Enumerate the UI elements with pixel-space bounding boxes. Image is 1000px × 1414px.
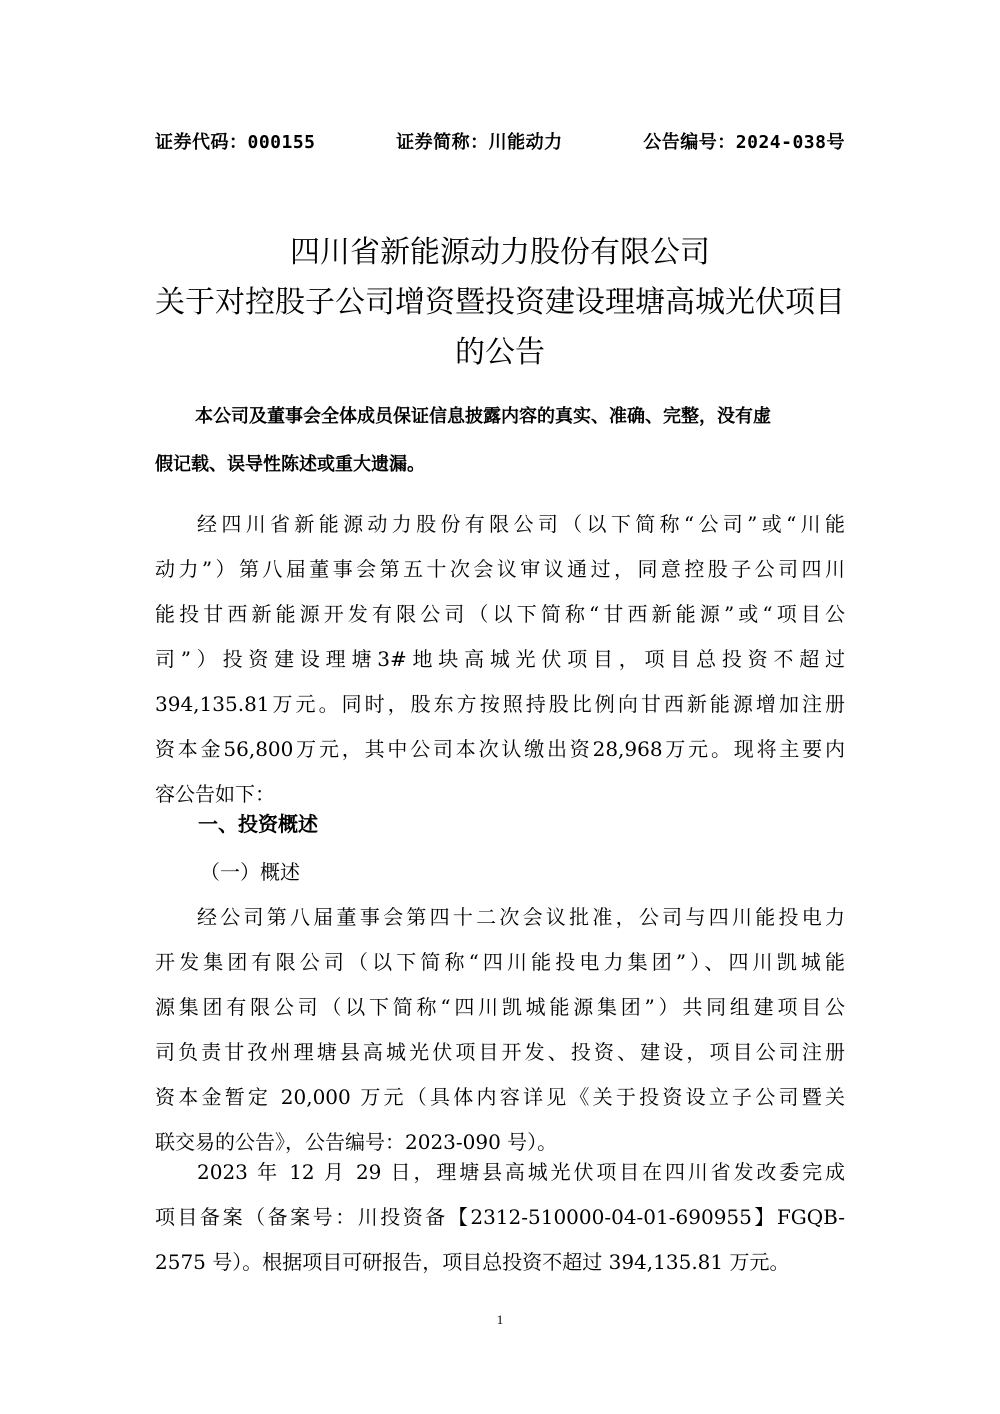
paragraph-line: 2023 年 12 月 29 日，理塘县高城光伏项目在四川省发改委完成: [197, 1160, 845, 1184]
paragraph-line: 容公告如下：: [155, 782, 275, 806]
pledge-line-2: 假记载、误导性陈述或重大遗漏。: [155, 454, 425, 475]
paragraph-line: 经公司第八届董事会第四十二次会议批准，公司与四川能投电力: [197, 905, 845, 929]
filing-paragraph: [155, 1150, 845, 1285]
paragraph-line: 开发集团有限公司（以下简称“四川能投电力集团”）、四川凯城能: [155, 950, 845, 974]
announcement-header: [155, 128, 845, 154]
intro-paragraph: [155, 502, 845, 817]
section-heading-investment-overview: 一、投资概述: [198, 812, 318, 836]
paragraph-line: 动力”）第八届董事会第五十次会议审议通过，同意控股子公司四川: [155, 557, 845, 581]
paragraph-line: 资本金56,800万元，其中公司本次认缴出资28,968万元。现将主要内: [155, 737, 845, 761]
paragraph-line: 2575 号）。根据项目可研报告，项目总投资不超过 394,135.81 万元。: [155, 1250, 790, 1274]
subsection-heading-overview: （一）概述: [200, 860, 300, 884]
page-number: 1: [496, 1312, 504, 1327]
paragraph-line: 司”）投资建设理塘3#地块高城光伏项目，项目总投资不超过: [155, 647, 845, 671]
title-line-2: 关于对控股子公司增资暨投资建设理塘高城光伏项目: [155, 285, 845, 320]
paragraph-line: 源集团有限公司（以下简称“四川凯城能源集团”）共同组建项目公: [155, 995, 845, 1019]
paragraph-line: 能投甘西新能源开发有限公司（以下简称“甘西新能源”或“项目公: [155, 602, 845, 626]
paragraph-line: 资本金暂定 20,000 万元（具体内容详见《关于投资设立子公司暨关: [155, 1085, 845, 1109]
title-line-3: 的公告: [455, 335, 545, 370]
document-title: [140, 228, 860, 378]
title-line-1: 四川省新能源动力股份有限公司: [290, 235, 710, 270]
stock-name: 证券简称：川能动力: [396, 132, 563, 153]
stock-code: 证券代码：000155: [155, 132, 316, 153]
paragraph-line: 司负责甘孜州理塘县高城光伏项目开发、投资、建设，项目公司注册: [155, 1040, 845, 1064]
paragraph-line: 经四川省新能源动力股份有限公司（以下简称“公司”或“川能: [197, 512, 845, 536]
paragraph-line: 394,135.81万元。同时，股东方按照持股比例向甘西新能源增加注册: [155, 692, 845, 716]
overview-paragraph: [155, 895, 845, 1165]
paragraph-line: 联交易的公告》，公告编号：2023-090 号）。: [155, 1130, 558, 1154]
board-pledge-statement: [155, 393, 845, 489]
pledge-line-1: 本公司及董事会全体成员保证信息披露内容的真实、准确、完整，没有虚: [195, 406, 771, 427]
announcement-number: 公告编号：2024-038号: [643, 132, 845, 153]
paragraph-line: 项目备案（备案号：川投资备【2312-510000-04-01-690955】FGQB-: [155, 1205, 845, 1229]
